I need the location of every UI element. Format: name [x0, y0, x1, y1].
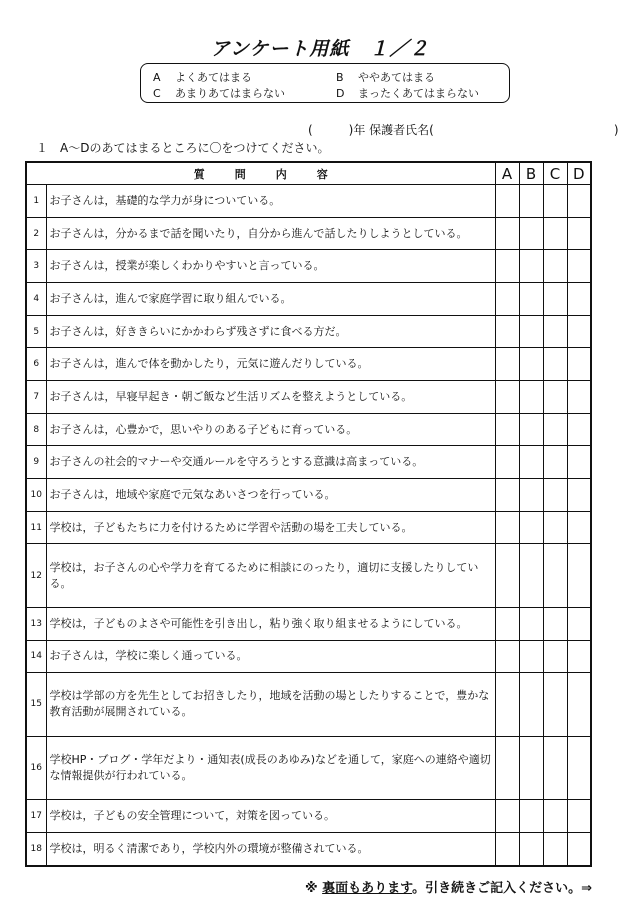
answer-cell-c[interactable]	[543, 544, 567, 607]
question-text: お子さんは，授業が楽しくわかりやすいと言っている。	[46, 250, 495, 283]
answer-cell-d[interactable]	[567, 640, 591, 673]
answer-cell-b[interactable]	[519, 446, 543, 479]
page-title: アンケート用紙 １／２	[210, 38, 430, 60]
question-number: 2	[26, 217, 46, 250]
survey-table	[25, 161, 592, 867]
question-number: 17	[26, 800, 46, 833]
answer-cell-d[interactable]	[567, 185, 591, 218]
question-number: 4	[26, 283, 46, 316]
table-row	[26, 217, 591, 250]
answer-cell-c[interactable]	[543, 283, 567, 316]
table-row	[26, 673, 591, 736]
question-number: 6	[26, 348, 46, 381]
answer-cell-b[interactable]	[519, 315, 543, 348]
answer-cell-b[interactable]	[519, 479, 543, 512]
answer-cell-b[interactable]	[519, 381, 543, 414]
answer-cell-b[interactable]	[519, 736, 543, 799]
question-number: 1	[26, 185, 46, 218]
header-c: C	[543, 162, 567, 185]
answer-cell-d[interactable]	[567, 250, 591, 283]
answer-cell-c[interactable]	[543, 348, 567, 381]
answer-cell-a[interactable]	[495, 315, 519, 348]
question-text: 学校は，子どものよさや可能性を引き出し，粘り強く取り組ませるようにしている。	[46, 607, 495, 640]
answer-cell-b[interactable]	[519, 348, 543, 381]
answer-cell-c[interactable]	[543, 479, 567, 512]
answer-cell-c[interactable]	[543, 640, 567, 673]
legend-key: A	[153, 71, 161, 84]
question-text: 学校HP・ブログ・学年だより・通知表(成長のあゆみ)などを通して，家庭への連絡や適切な情報提供が行われている。	[46, 736, 495, 799]
answer-cell-c[interactable]	[543, 250, 567, 283]
answer-cell-d[interactable]	[567, 832, 591, 866]
answer-cell-a[interactable]	[495, 250, 519, 283]
header-b: B	[519, 162, 543, 185]
answer-cell-a[interactable]	[495, 736, 519, 799]
answer-cell-d[interactable]	[567, 413, 591, 446]
answer-cell-b[interactable]	[519, 607, 543, 640]
answer-cell-a[interactable]	[495, 348, 519, 381]
table-row	[26, 800, 591, 833]
parent-name-field[interactable]: ( )年 保護者氏名( )	[308, 123, 619, 137]
answer-cell-c[interactable]	[543, 736, 567, 799]
answer-cell-a[interactable]	[495, 673, 519, 736]
answer-cell-d[interactable]	[567, 348, 591, 381]
answer-cell-c[interactable]	[543, 217, 567, 250]
answer-cell-b[interactable]	[519, 832, 543, 866]
question-number: 11	[26, 511, 46, 544]
question-number: 9	[26, 446, 46, 479]
table-row	[26, 381, 591, 414]
answer-cell-c[interactable]	[543, 413, 567, 446]
answer-cell-b[interactable]	[519, 511, 543, 544]
answer-cell-c[interactable]	[543, 673, 567, 736]
question-text: 学校は，子どもの安全管理について，対策を図っている。	[46, 800, 495, 833]
footer-suffix: 。引き続きご記入ください。⇒	[412, 881, 592, 896]
table-row	[26, 736, 591, 799]
answer-cell-d[interactable]	[567, 736, 591, 799]
answer-cell-d[interactable]	[567, 283, 591, 316]
question-number: 16	[26, 736, 46, 799]
answer-cell-a[interactable]	[495, 185, 519, 218]
table-row	[26, 413, 591, 446]
question-text: お子さんは，進んで体を動かしたり，元気に遊んだりしている。	[46, 348, 495, 381]
answer-cell-d[interactable]	[567, 800, 591, 833]
answer-cell-a[interactable]	[495, 446, 519, 479]
question-text: お子さんは，早寝早起き・朝ご飯など生活リズムを整えようとしている。	[46, 381, 495, 414]
question-number: 13	[26, 607, 46, 640]
answer-cell-c[interactable]	[543, 315, 567, 348]
question-text: お子さんは，分かるまで話を聞いたり，自分から進んで話したりしようとしている。	[46, 217, 495, 250]
table-row	[26, 348, 591, 381]
question-number: 8	[26, 413, 46, 446]
answer-cell-d[interactable]	[567, 511, 591, 544]
question-number: 3	[26, 250, 46, 283]
answer-cell-d[interactable]	[567, 446, 591, 479]
legend-text: あまりあてはまらない	[175, 87, 285, 100]
answer-cell-c[interactable]	[543, 800, 567, 833]
answer-cell-b[interactable]	[519, 283, 543, 316]
table-row	[26, 446, 591, 479]
legend-text: まったくあてはまらない	[358, 87, 479, 100]
answer-cell-a[interactable]	[495, 800, 519, 833]
question-number: 12	[26, 544, 46, 607]
table-row	[26, 544, 591, 607]
table-row	[26, 832, 591, 866]
footer-prefix: ※	[304, 881, 323, 896]
answer-cell-c[interactable]	[543, 381, 567, 414]
legend-item-d	[336, 85, 479, 101]
legend-key: B	[336, 71, 344, 84]
answer-cell-a[interactable]	[495, 479, 519, 512]
answer-cell-b[interactable]	[519, 413, 543, 446]
answer-cell-d[interactable]	[567, 673, 591, 736]
table-header-row	[26, 162, 591, 185]
question-text: お子さんは，学校に楽しく通っている。	[46, 640, 495, 673]
question-text: 学校は，子どもたちに力を付けるために学習や活動の場を工夫している。	[46, 511, 495, 544]
legend-key: C	[153, 87, 161, 100]
answer-cell-c[interactable]	[543, 511, 567, 544]
question-text: お子さんは，基礎的な学力が身についている。	[46, 185, 495, 218]
answer-cell-a[interactable]	[495, 511, 519, 544]
table-row	[26, 607, 591, 640]
answer-cell-c[interactable]	[543, 832, 567, 866]
answer-cell-a[interactable]	[495, 607, 519, 640]
answer-cell-a[interactable]	[495, 544, 519, 607]
answer-cell-b[interactable]	[519, 185, 543, 218]
legend-key: D	[336, 87, 345, 100]
question-number: 14	[26, 640, 46, 673]
table-row	[26, 640, 591, 673]
question-header: 質問内容	[26, 162, 495, 185]
question-text: 学校は，お子さんの心や学力を育てるために相談にのったり，適切に支援したりしている。	[46, 544, 495, 607]
answer-cell-b[interactable]	[519, 544, 543, 607]
answer-cell-c[interactable]	[543, 446, 567, 479]
answer-cell-a[interactable]	[495, 381, 519, 414]
answer-cell-d[interactable]	[567, 544, 591, 607]
answer-cell-d[interactable]	[567, 315, 591, 348]
answer-cell-a[interactable]	[495, 413, 519, 446]
answer-cell-a[interactable]	[495, 217, 519, 250]
legend-text: よくあてはまる	[175, 71, 252, 84]
question-text: お子さんは，好ききらいにかかわらず残さずに食べる方だ。	[46, 315, 495, 348]
question-text: お子さんは，地域や家庭で元気なあいさつを行っている。	[46, 479, 495, 512]
question-number: 5	[26, 315, 46, 348]
answer-cell-a[interactable]	[495, 283, 519, 316]
legend-item-a	[153, 69, 252, 85]
question-number: 7	[26, 381, 46, 414]
table-row	[26, 511, 591, 544]
footer-underlined: 裏面もあります	[322, 881, 413, 896]
table-row	[26, 185, 591, 218]
answer-cell-d[interactable]	[567, 381, 591, 414]
answer-cell-b[interactable]	[519, 800, 543, 833]
legend-item-b	[336, 69, 435, 85]
answer-cell-b[interactable]	[519, 217, 543, 250]
answer-cell-a[interactable]	[495, 640, 519, 673]
table-row	[26, 250, 591, 283]
footer-note	[305, 877, 592, 896]
table-row	[26, 283, 591, 316]
table-row	[26, 479, 591, 512]
legend-item-c	[153, 85, 285, 101]
survey-body	[26, 185, 591, 867]
question-number: 10	[26, 479, 46, 512]
question-text: お子さんの社会的マナーや交通ルールを守ろうとする意識は高まっている。	[46, 446, 495, 479]
header-d: D	[567, 162, 591, 185]
question-number: 18	[26, 832, 46, 866]
question-text: お子さんは，進んで家庭学習に取り組んでいる。	[46, 283, 495, 316]
question-number: 15	[26, 673, 46, 736]
answer-cell-d[interactable]	[567, 607, 591, 640]
answer-legend	[140, 63, 510, 103]
question-text: お子さんは，心豊かで，思いやりのある子どもに育っている。	[46, 413, 495, 446]
answer-cell-c[interactable]	[543, 185, 567, 218]
question-text: 学校は学部の方を先生としてお招きしたり，地域を活動の場としたりすることで，豊かな教育活動が展開されている。	[46, 673, 495, 736]
answer-cell-b[interactable]	[519, 250, 543, 283]
answer-cell-b[interactable]	[519, 673, 543, 736]
legend-text: ややあてはまる	[358, 71, 435, 84]
header-a: A	[495, 162, 519, 185]
answer-cell-d[interactable]	[567, 217, 591, 250]
answer-cell-d[interactable]	[567, 479, 591, 512]
answer-cell-a[interactable]	[495, 832, 519, 866]
answer-cell-b[interactable]	[519, 640, 543, 673]
answer-cell-c[interactable]	[543, 607, 567, 640]
table-row	[26, 315, 591, 348]
question-text: 学校は，明るく清潔であり，学校内外の環境が整備されている。	[46, 832, 495, 866]
instruction-text: １ A～Dのあてはまるところに〇をつけてください。	[36, 141, 330, 155]
